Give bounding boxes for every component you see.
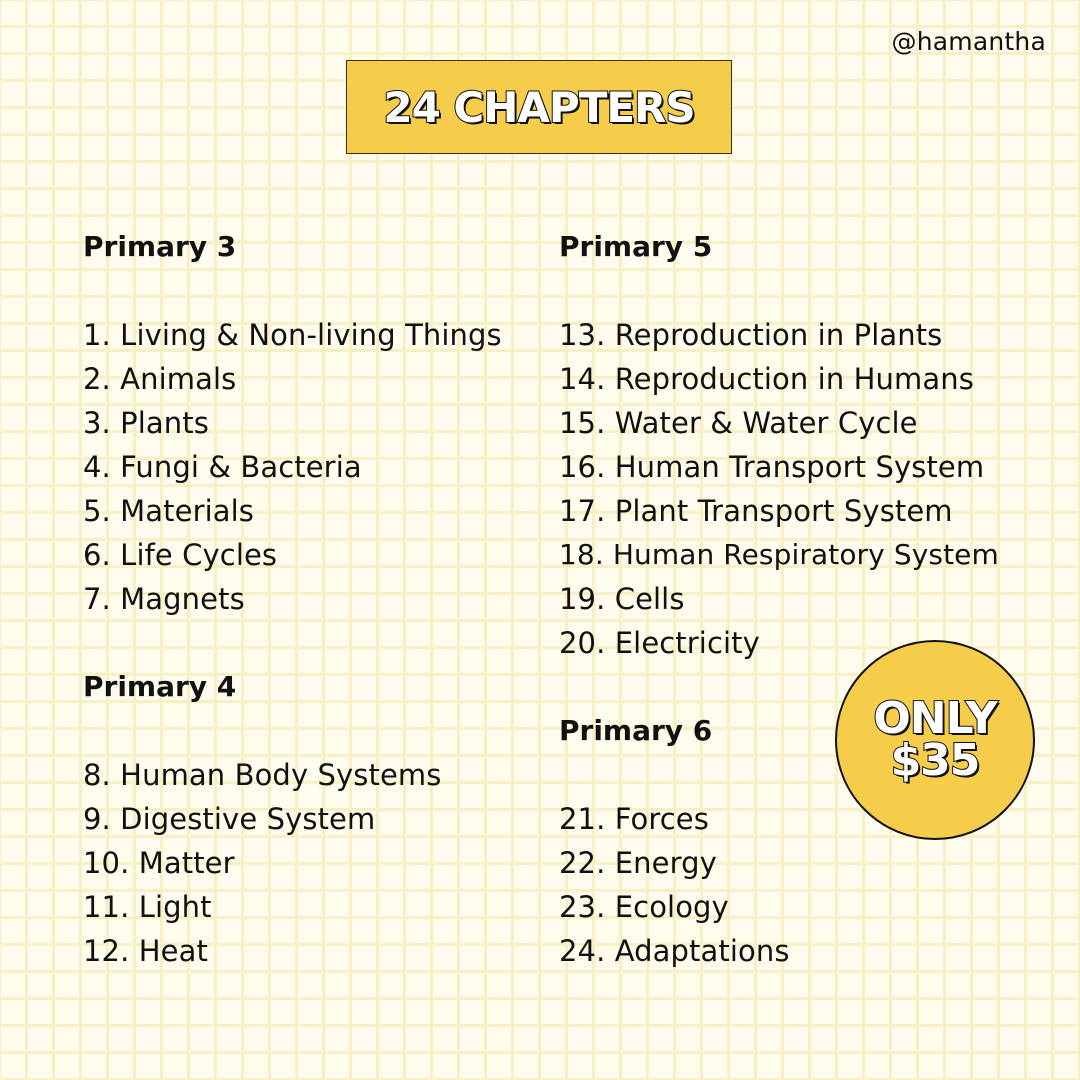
chapter-item: 16. Human Transport System	[559, 450, 985, 484]
chapter-item: 20. Electricity	[559, 626, 760, 660]
chapter-item: 14. Reproduction in Humans	[559, 362, 974, 396]
chapter-item: 13. Reproduction in Plants	[559, 318, 943, 352]
chapter-item: 19. Cells	[559, 582, 685, 616]
price-badge	[835, 640, 1035, 840]
chapter-item: 8. Human Body Systems	[83, 758, 442, 792]
chapter-item: 9. Digestive System	[83, 802, 376, 836]
price-badge-label: ONLY	[873, 693, 997, 744]
section-heading-primary-5: Primary 5	[559, 230, 713, 263]
price-badge-amount: $35	[890, 735, 980, 786]
chapter-item: 3. Plants	[83, 406, 209, 440]
section-heading-primary-3: Primary 3	[83, 230, 237, 263]
chapter-item: 5. Materials	[83, 494, 255, 528]
chapter-item: 6. Life Cycles	[83, 538, 278, 572]
chapter-item: 18. Human Respiratory System	[559, 538, 999, 571]
chapter-item: 15. Water & Water Cycle	[559, 406, 918, 440]
section-heading-primary-4: Primary 4	[83, 670, 237, 703]
chapter-item: 1. Living & Non-living Things	[83, 318, 502, 352]
chapter-item: 23. Ecology	[559, 890, 729, 924]
author-handle: @hamantha	[891, 27, 1046, 56]
chapter-item: 12. Heat	[83, 934, 208, 968]
chapter-item: 10. Matter	[83, 846, 235, 880]
chapter-item: 7. Magnets	[83, 582, 245, 616]
chapter-item: 4. Fungi & Bacteria	[83, 450, 362, 484]
chapter-item: 2. Animals	[83, 362, 237, 396]
chapter-item: 22. Energy	[559, 846, 717, 880]
chapter-item: 21. Forces	[559, 802, 709, 836]
section-heading-primary-6: Primary 6	[559, 714, 713, 747]
chapter-item: 17. Plant Transport System	[559, 494, 953, 528]
chapter-item: 11. Light	[83, 890, 212, 924]
page-title: 24 CHAPTERS	[383, 82, 695, 132]
title-banner	[346, 60, 732, 154]
chapter-item: 24. Adaptations	[559, 934, 790, 968]
